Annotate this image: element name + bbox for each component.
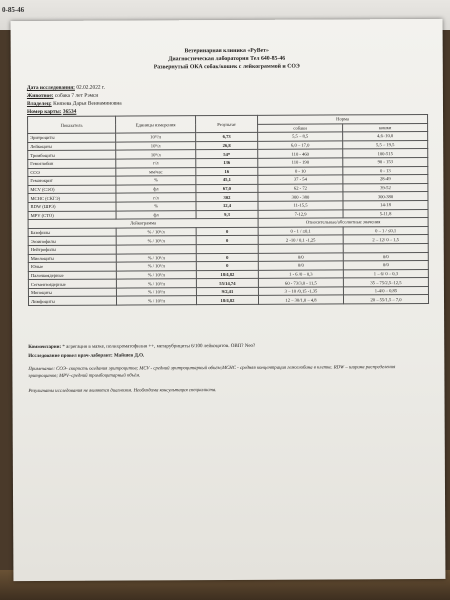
table-cell: 5-11,8 bbox=[343, 209, 428, 218]
table-cell: 0 - 1 / ≤0,1 bbox=[258, 227, 343, 236]
table-cell: 0 – 1 / ≤0,1 bbox=[343, 226, 428, 235]
table-cell: Тромбоциты bbox=[28, 150, 116, 159]
table-cell: 6,0 – 17,0 bbox=[258, 141, 343, 150]
comment-row: Комментарии: * агрегация в мазке, полихроматофилия ++, метарубрициты 6/100 лейкоцитов. ОВП? Neo? bbox=[28, 343, 256, 351]
table-cell: 39-52 bbox=[343, 183, 428, 192]
table-cell: Палочкоядерные bbox=[28, 271, 116, 280]
table-cell: 62 - 72 bbox=[258, 184, 343, 193]
table-cell: % bbox=[116, 202, 196, 211]
table-cell: 1-4/0 – 0,85 bbox=[343, 286, 428, 295]
table-cell: Лейкоциты bbox=[28, 142, 116, 151]
animal-row: Животное: собака 7 лет Рэмси bbox=[26, 92, 99, 100]
clinic-name: Ветеринарная клиника «РуВет» bbox=[184, 47, 269, 55]
lab-contact: Диагностическая лаборатория Тел 640-85-46 bbox=[168, 55, 286, 63]
card-row: Номер карты: 36534 bbox=[26, 108, 77, 116]
table-cell: МСНС (СКГЭ) bbox=[28, 193, 116, 202]
table-cell bbox=[116, 245, 196, 254]
table-cell: Моноциты bbox=[28, 288, 116, 297]
table-cell: фл bbox=[116, 184, 196, 193]
table-cell: 35 – 75/2,5–12,5 bbox=[343, 278, 428, 287]
table-cell: СОЭ bbox=[28, 168, 116, 177]
table-cell: кошки bbox=[343, 123, 428, 132]
table-cell: 14-18 bbox=[343, 200, 428, 209]
table-cell: 5,5 – 19,5 bbox=[343, 140, 428, 149]
table-cell: % / 10⁹/л bbox=[116, 288, 196, 297]
owner-value: Князева Дарья Вениаминовна bbox=[53, 100, 122, 107]
table-cell: Гемоглобин bbox=[28, 159, 116, 168]
table-cell: Гематокрит bbox=[28, 176, 116, 185]
table-cell: RDW (ШРЭ) bbox=[28, 202, 116, 211]
results-table bbox=[27, 114, 429, 306]
corner-partial-text: 0-85-46 bbox=[2, 6, 25, 14]
report-title: Развернутый ОКА собак/кошек с лейкограммой и СОЭ bbox=[153, 63, 300, 71]
table-cell: 20 – 55/1,5 – 7,0 bbox=[343, 295, 428, 304]
table-cell: 100-515 bbox=[343, 149, 428, 158]
table-cell: 45,1 bbox=[196, 175, 258, 184]
table-cell: % / 10⁹/л bbox=[116, 227, 196, 236]
table-cell: 28-49 bbox=[343, 175, 428, 184]
table-cell: 6,73 bbox=[196, 133, 258, 142]
table-cell: MPV (СТО) bbox=[28, 211, 116, 220]
table-cell: 18/4,82 bbox=[196, 296, 258, 305]
table-cell: 0/0 bbox=[258, 252, 343, 261]
table-cell: 2 -10 / 0,1 -1,25 bbox=[258, 235, 343, 244]
table-cell: 9,3 bbox=[196, 210, 258, 219]
table-cell: % / 10⁹/л bbox=[116, 236, 196, 245]
table-cell: 0 - 10 bbox=[258, 166, 343, 175]
table-cell: 55/14,74 bbox=[196, 279, 258, 288]
table-cell: собаки bbox=[258, 123, 343, 132]
table-cell: 0 - 13 bbox=[343, 166, 428, 175]
table-cell: 0/0 bbox=[343, 261, 428, 270]
table-cell: 26,8 bbox=[196, 141, 258, 150]
table-cell: 0/0 bbox=[343, 252, 428, 261]
card-value: 36534 bbox=[62, 108, 77, 115]
table-cell: 136 bbox=[196, 158, 258, 167]
table-cell: % / 10⁹/л bbox=[116, 270, 196, 279]
table-cell: 10⁹/л bbox=[116, 150, 196, 159]
table-cell: Сегментоядерные bbox=[28, 279, 116, 288]
table-cell: 0 bbox=[196, 236, 258, 245]
table-cell: 37 - 54 bbox=[258, 175, 343, 184]
table-cell: 12,4 bbox=[196, 201, 258, 210]
table-cell: Базофилы bbox=[28, 228, 116, 237]
table-cell: 110 - 460 bbox=[258, 149, 343, 158]
table-cell: 9/2,41 bbox=[196, 287, 258, 296]
performer-value: Майшев Д.О. bbox=[113, 353, 145, 359]
table-cell: Норма bbox=[258, 114, 428, 123]
table-cell: Эозинофилы bbox=[28, 236, 116, 245]
table-cell: 16 bbox=[196, 167, 258, 176]
table-cell: 10¹²/л bbox=[116, 133, 196, 142]
table-cell: Миелоциты bbox=[28, 254, 116, 263]
table-cell: 11-15,5 bbox=[258, 201, 343, 210]
table-cell: 0/0 bbox=[258, 261, 343, 270]
table-cell: г/л bbox=[116, 193, 196, 202]
table-cell: % / 10⁹/л bbox=[116, 279, 196, 288]
table-cell: 0 bbox=[196, 253, 258, 262]
date-row: Дата исследования: 02.02.2022 г. bbox=[26, 84, 105, 92]
table-cell: % / 10⁹/л bbox=[116, 262, 196, 271]
table-cell: 1 – 6/ 0 – 0,3 bbox=[343, 269, 428, 278]
table-cell: % bbox=[116, 176, 196, 185]
footnote: Примечание: СОЭ- скорость оседания эритроцитов; MCV - средний эритроцитарный объём;МСНС - средняя концентрация гемоглобина в клетке. RDW – ширина распределения эритроцитов; MPV–средний тромбоцитарный объём. bbox=[28, 365, 396, 380]
table-cell: 12 – 30/1,0 – 4,8 bbox=[258, 295, 343, 304]
table-cell: Относительные/абсолютные значения bbox=[258, 218, 428, 227]
comment-text: * агрегация в мазке, полихроматофилия ++, метарубрициты 6/100 лейкоцитов. ОВП? Neo? bbox=[62, 343, 256, 350]
table-cell: 1 - 6 /0 – 0,3 bbox=[258, 270, 343, 279]
table-cell: 302 bbox=[196, 193, 258, 202]
table-cell: Лимфоциты bbox=[28, 297, 116, 306]
table-cell: Нейтрофилы bbox=[28, 245, 116, 254]
date-value: 02.02.2022 г. bbox=[76, 84, 105, 91]
table-cell: % / 10⁹/л bbox=[116, 296, 196, 305]
owner-row: Владелец: Князева Дарья Вениаминовна bbox=[26, 100, 122, 108]
table-cell: MCV (СЭО) bbox=[28, 185, 116, 194]
table-cell: 90 - 153 bbox=[343, 157, 428, 166]
table-cell: Лейкограмма bbox=[28, 218, 258, 228]
animal-value: собака 7 лет Рэмси bbox=[54, 92, 99, 99]
table-cell: 67,0 bbox=[196, 184, 258, 193]
table-cell: 3 – 10 /0,15 -1,35 bbox=[258, 287, 343, 296]
table-cell: мм/час bbox=[116, 167, 196, 176]
table-cell: Эритроциты bbox=[28, 133, 116, 142]
table-cell: 4,6–10,0 bbox=[343, 132, 428, 141]
table-cell: 2 – 12/ 0 – 1,5 bbox=[343, 235, 428, 244]
table-cell: Результат bbox=[196, 115, 258, 133]
lab-report-sheet bbox=[11, 19, 446, 581]
table-cell: 0 bbox=[196, 227, 258, 236]
disclaimer: Результаты исследования не являются диагнозом. Необходима консультация специалиста. bbox=[28, 388, 217, 395]
table-cell: 0 bbox=[196, 261, 258, 270]
table-cell: 7-12,9 bbox=[258, 209, 343, 218]
table-cell: 110 - 190 bbox=[258, 158, 343, 167]
table-cell: Показатель bbox=[28, 116, 116, 134]
table-cell: г/л bbox=[116, 159, 196, 168]
table-cell: 5,5 – 8,5 bbox=[258, 132, 343, 141]
table-cell: 300 - 380 bbox=[258, 192, 343, 201]
table-cell bbox=[196, 244, 258, 253]
table-row bbox=[28, 295, 428, 306]
table-cell: 18/4,82 bbox=[196, 270, 258, 279]
table-cell: фл bbox=[116, 210, 196, 219]
table-cell: Единицы измерения bbox=[116, 116, 196, 134]
table-cell: 54* bbox=[196, 150, 258, 159]
performer-row: Исследование провел врач-лаборант: Майшев Д.О. bbox=[28, 353, 145, 360]
table-cell: 10⁹/л bbox=[116, 141, 196, 150]
table-cell: Юные bbox=[28, 262, 116, 271]
table-cell: % / 10⁹/л bbox=[116, 253, 196, 262]
table-cell: 300-380 bbox=[343, 192, 428, 201]
table-cell: 60 - 73/3,0 - 11,5 bbox=[258, 278, 343, 287]
